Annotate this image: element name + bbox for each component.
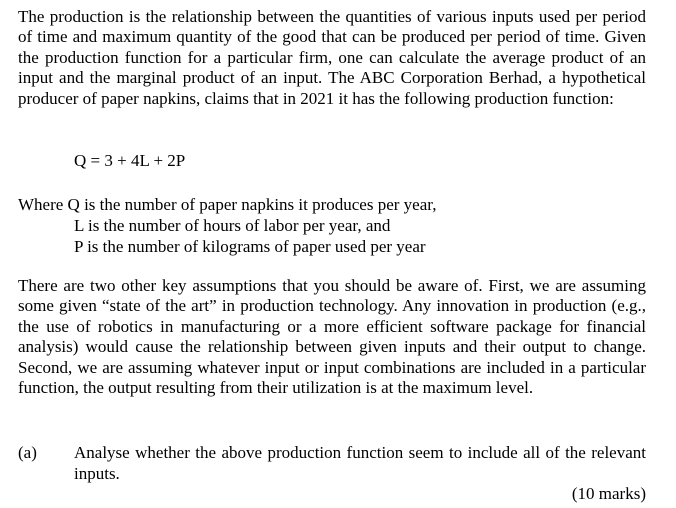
question-number: (a) — [18, 443, 37, 462]
definition-q: Where Q is the number of paper napkins it produces per year, — [18, 195, 437, 214]
intro-paragraph: The production is the relationship between the quantities of various inputs used per period of time and maximum quantity of the good that can be produced per period of time. Given the production function for a particular firm, one can calculate the average product of an input and the marginal product of an input. The ABC Corporation Berhad, a hypothetical producer of paper napkins, claims that in 2021 it has the following production function: — [18, 7, 646, 108]
question-marks: (10 marks) — [571, 484, 646, 503]
production-function-equation: Q = 3 + 4L + 2P — [74, 151, 186, 170]
definition-l: L is the number of hours of labor per year, and — [74, 216, 391, 235]
definition-p: P is the number of kilograms of paper used per year — [74, 237, 426, 256]
assumptions-paragraph: There are two other key assumptions that you should be aware of. First, we are assuming some given “state of the art” in production technology. Any innovation in production (e.g., the use of robotics in manufacturing or a more efficient software package for financial analysis) would cause the relationship between given inputs and their output to change. Second, we are assuming whatever input or input combinations are included in a particular function, the output resulting from their utilization is at the maximum level. — [18, 276, 646, 398]
variable-definitions — [18, 194, 437, 257]
question-text: Analyse whether the above production function seem to include all of the relevant inputs. — [74, 443, 646, 483]
